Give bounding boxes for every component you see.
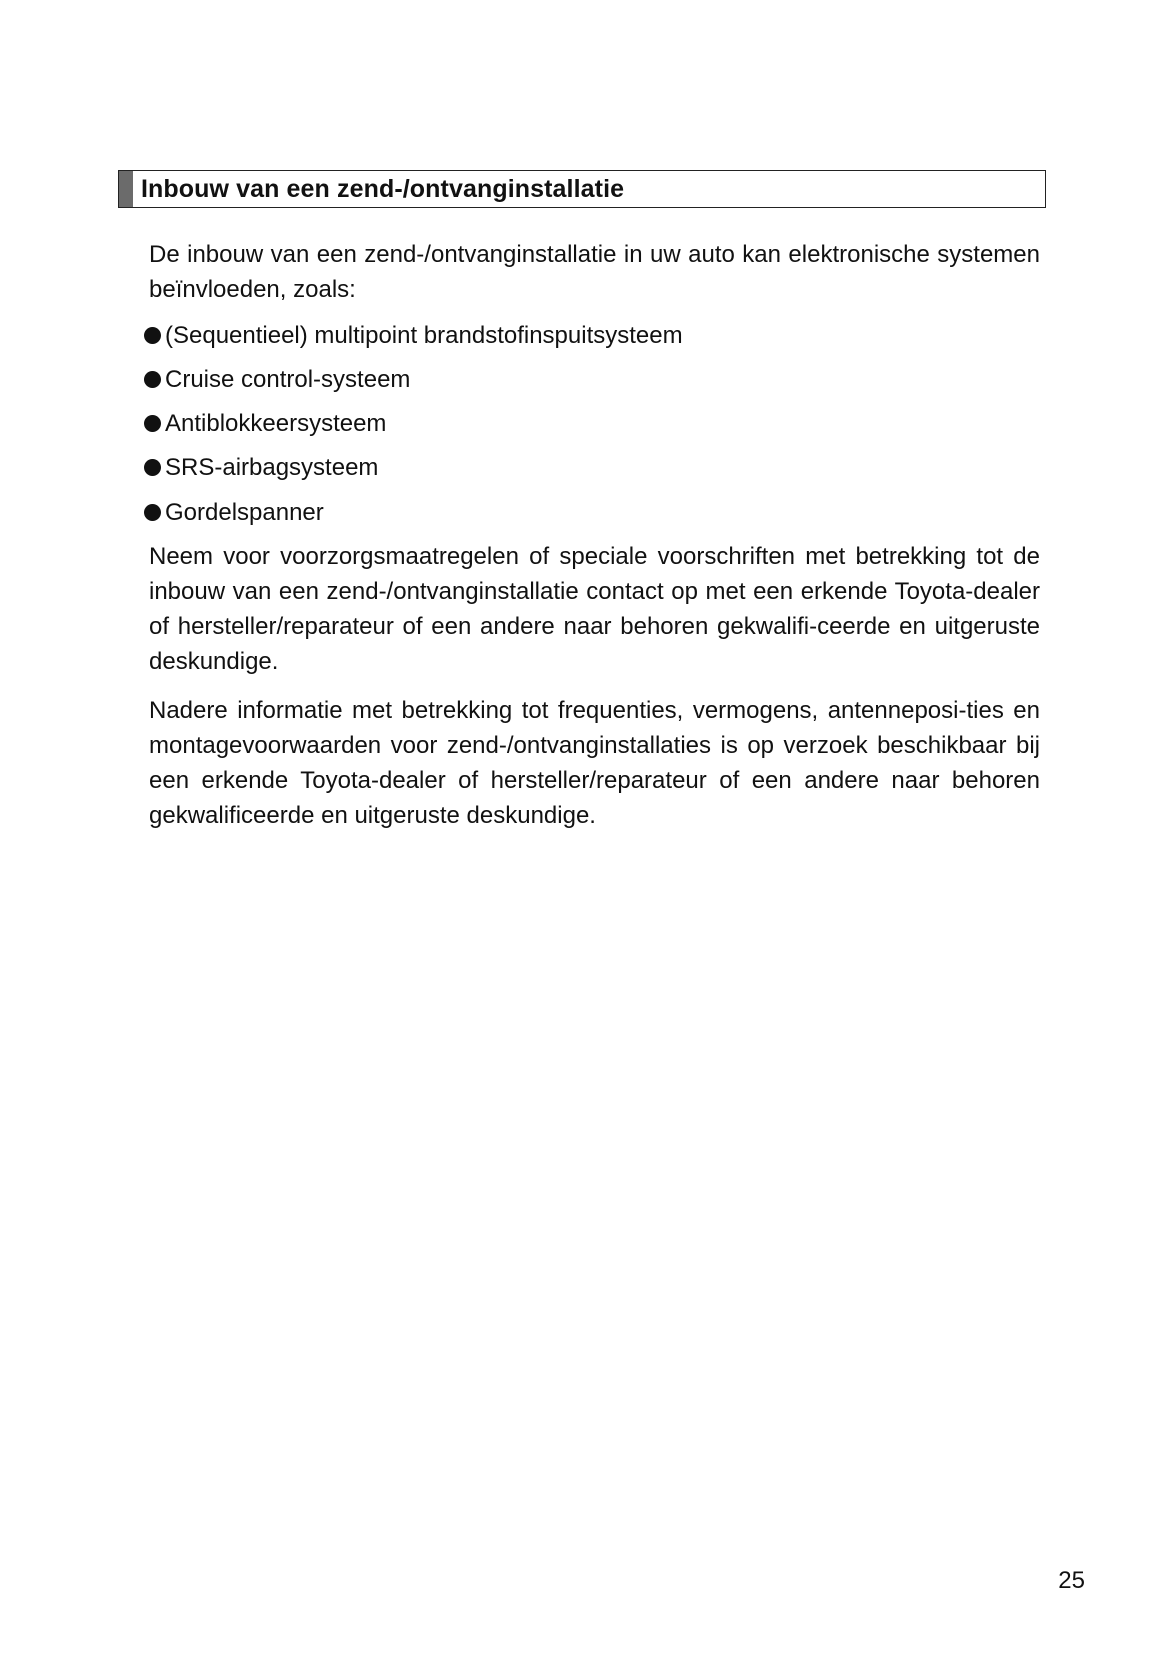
list-item-text: SRS-airbagsysteem xyxy=(165,454,379,481)
list-item xyxy=(143,450,378,485)
list-item xyxy=(143,406,386,441)
section-title: Inbouw van een zend-/ontvanginstallatie xyxy=(141,174,625,203)
list-item xyxy=(143,318,683,353)
intro-paragraph: De inbouw van een zend-/ontvanginstallatie in uw auto kan elektronische systemen beïnvloeden, zoals: xyxy=(149,241,1040,303)
body-paragraph-1: Neem voor voorzorgsmaatregelen of speciale voorschriften met betrekking tot de inbouw van een zend-/ontvanginstallatie contact op met een erkende Toyota-dealer of hersteller/reparateur of een andere naar behoren gekwalifi-ceerde en uitgeruste deskundige. xyxy=(149,543,1040,675)
bullet-icon xyxy=(144,327,161,344)
bullet-icon xyxy=(144,415,161,432)
bullet-icon xyxy=(144,459,161,476)
bullet-icon xyxy=(144,504,161,521)
bullet-icon xyxy=(144,371,161,388)
list-item-text: Antiblokkeersysteem xyxy=(165,410,387,437)
page-number: 25 xyxy=(1058,1567,1085,1594)
list-item-text: Cruise control-systeem xyxy=(165,366,411,393)
section-marker xyxy=(119,171,133,207)
list-item xyxy=(143,362,410,397)
body-paragraph-2: Nadere informatie met betrekking tot frequenties, vermogens, antenneposi-ties en montagevoorwaarden voor zend-/ontvanginstallaties is op verzoek beschikbaar bij een erkende Toyota-dealer of hersteller/reparateur of een andere naar behoren gekwalificeerde en uitgeruste deskundige. xyxy=(149,697,1040,829)
list-item-text: (Sequentieel) multipoint brandstofinspuitsysteem xyxy=(165,322,683,349)
section-header xyxy=(118,170,1046,208)
list-item xyxy=(143,495,324,530)
list-item-text: Gordelspanner xyxy=(165,499,324,526)
